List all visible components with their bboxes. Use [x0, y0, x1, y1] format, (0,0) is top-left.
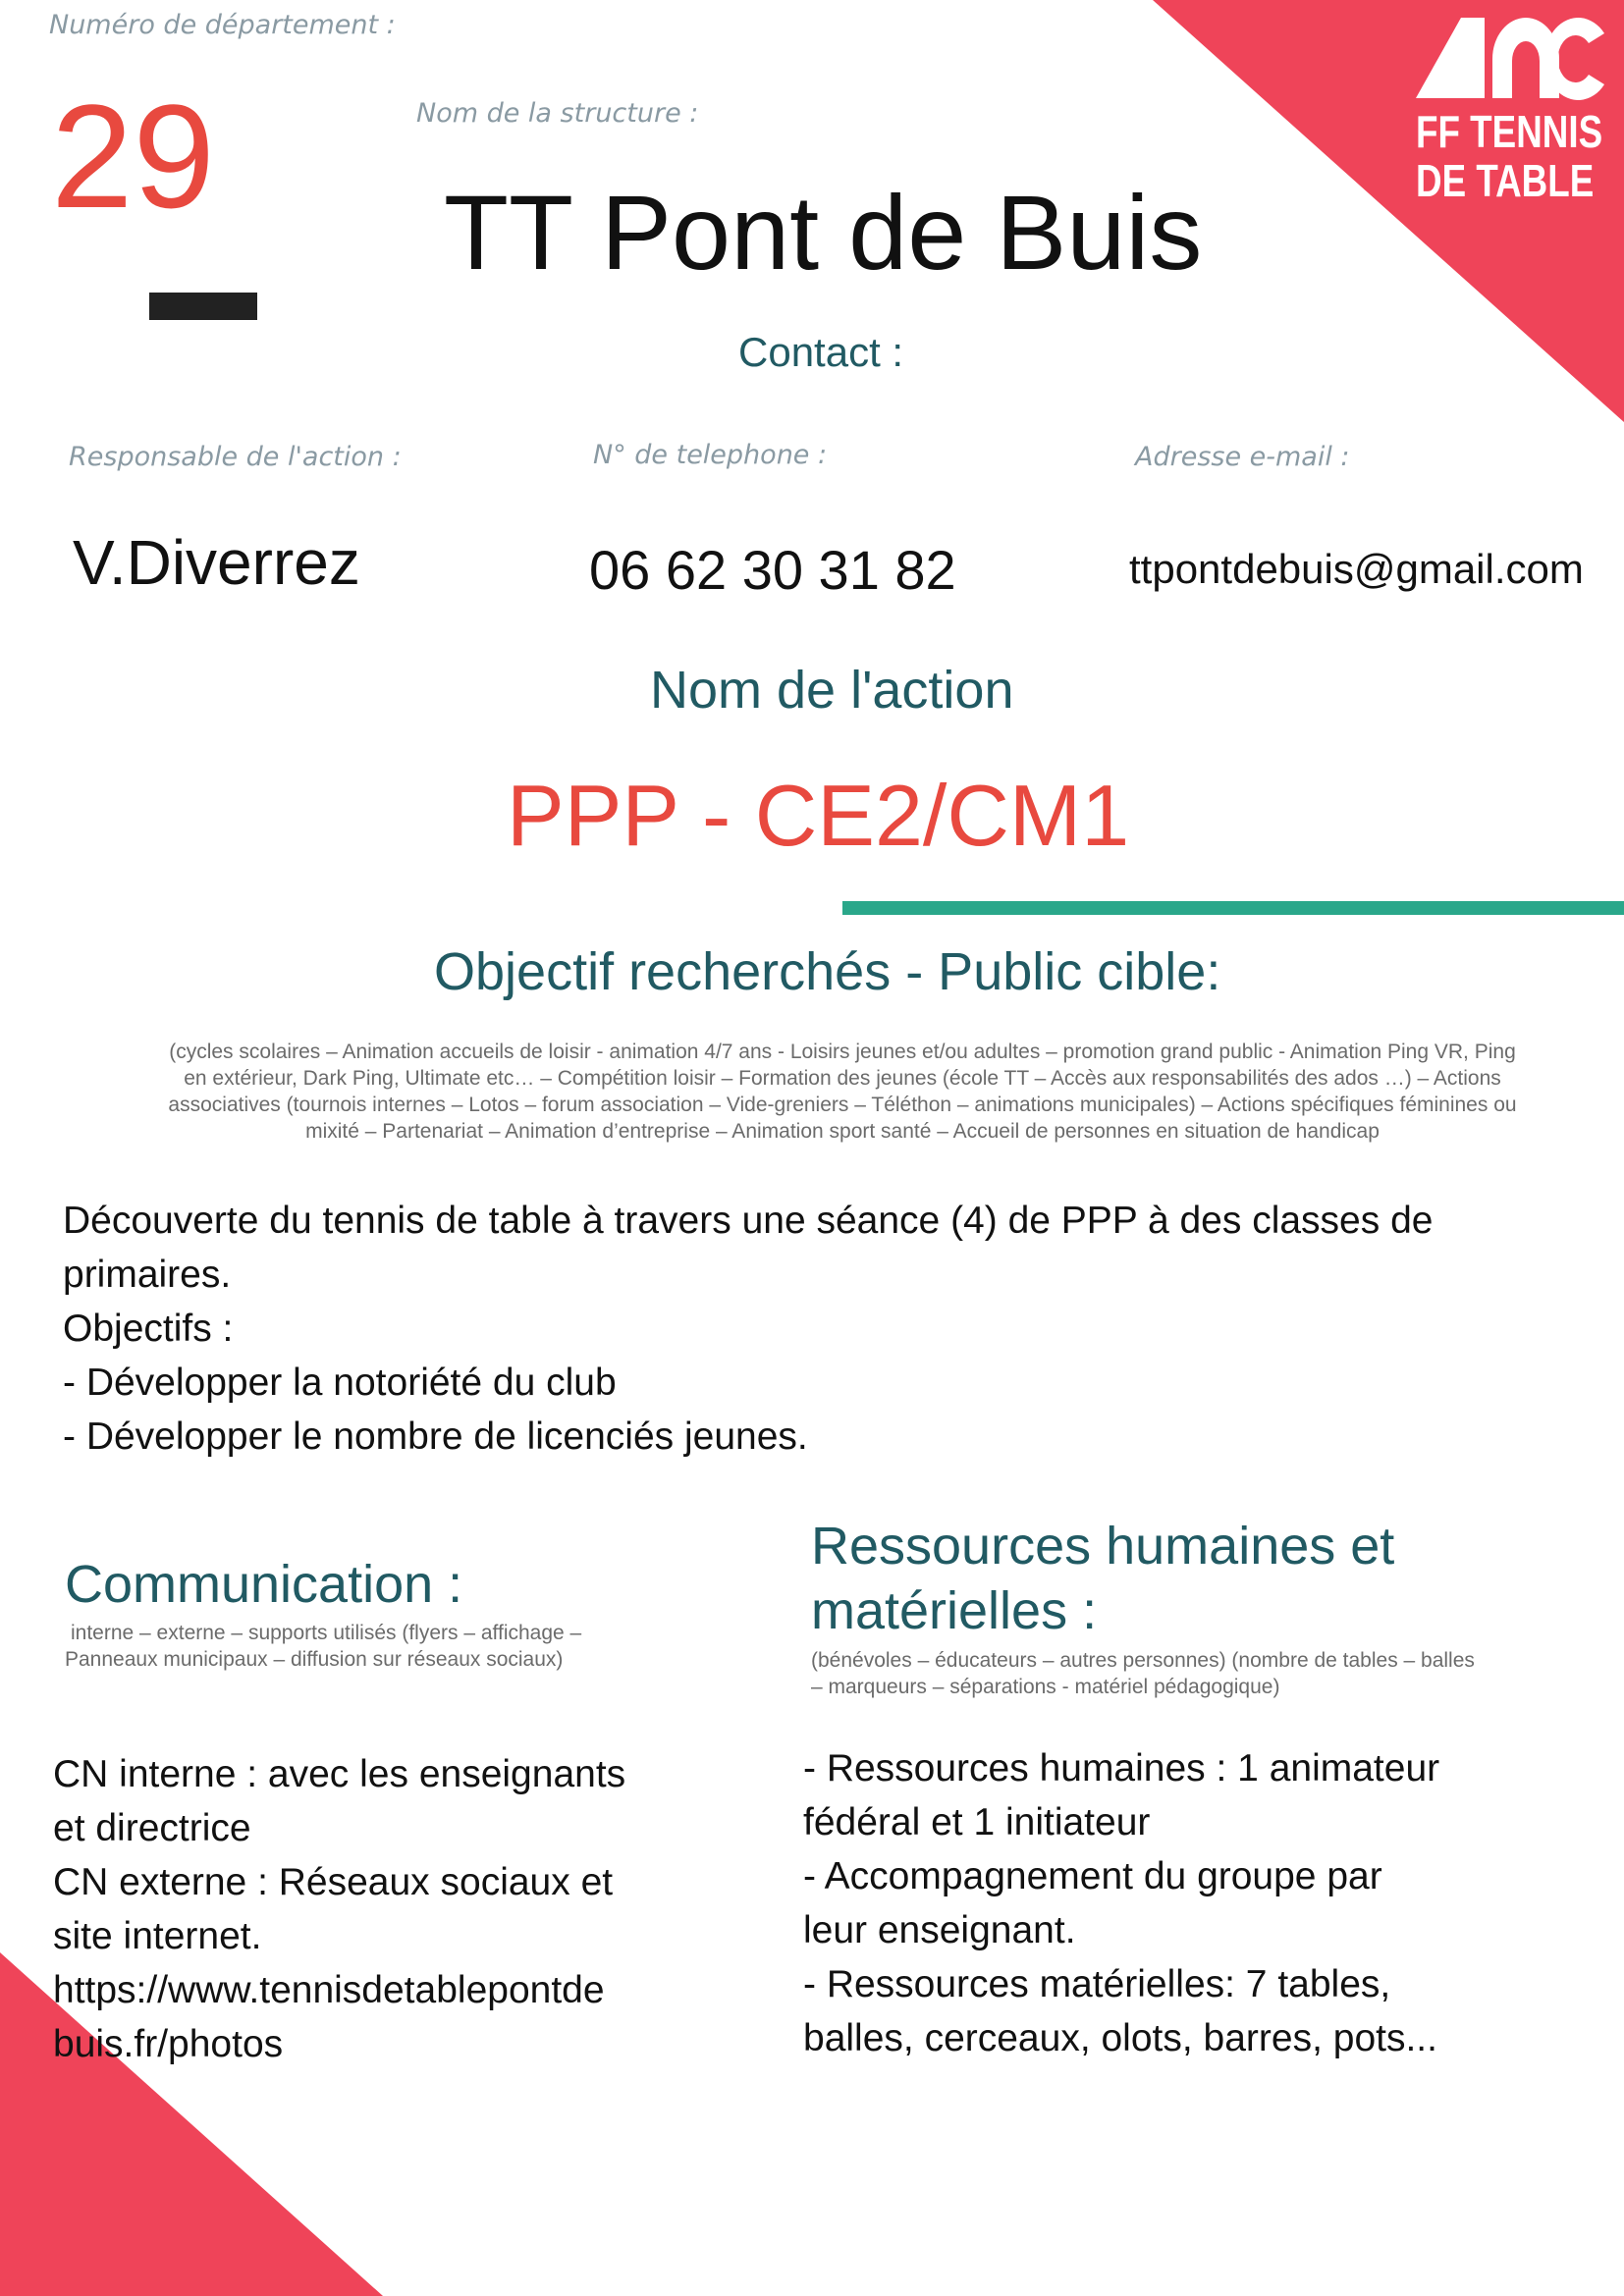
objectif-heading: Objectif recherchés - Public cible:: [434, 942, 1221, 1001]
communication-line: buis.fr/photos: [53, 2023, 284, 2065]
objectif-hint: (cycles scolaires – Animation accueils de loisir - animation 4/7 ans - Loisirs jeunes et/ou adultes – promotion grand public - Animation Ping VR, Ping en extérieur, Dark Ping, Ultimate etc… – Compétition loisir – Formation des jeunes (école TT – Accès aux responsabilités des ados …) – Actions associatives (tournois internes – Lotos – forum association – Vide-greniers – Téléthon – animations municipales) – Actions spécifiques féminines ou mixité – Partenariat – Animation d’entreprise – Animation sport santé – Accueil de personnes en situation de handicap: [168, 1041, 1517, 1143]
fftt-logo-line2: DE TABLE: [1416, 155, 1595, 206]
objectif-line: - Développer le nombre de licenciés jeunes.: [63, 1415, 808, 1458]
communication-text: [53, 1747, 625, 2071]
label-responsable: Responsable de l'action :: [69, 442, 402, 472]
ressources-line: balles, cerceaux, olots, barres, pots...: [803, 2017, 1437, 2059]
fftt-logo-mark-icon: [1414, 14, 1610, 102]
communication-hint-line: Panneaux municipaux – diffusion sur réseaux sociaux): [65, 1648, 564, 1671]
fftt-logo: [1414, 14, 1610, 210]
action-rule: [842, 901, 1624, 915]
ressources-line: - Ressources matérielles: 7 tables,: [803, 1963, 1391, 2005]
responsable-value: V.Diverrez: [73, 527, 360, 598]
ressources-line: - Ressources humaines : 1 animateur: [803, 1747, 1440, 1789]
fftt-logo-line1: FF TENNIS: [1416, 106, 1603, 157]
communication-line: et directrice: [53, 1807, 251, 1849]
department-underline: [149, 293, 257, 320]
ressources-heading-line: matérielles :: [811, 1581, 1098, 1640]
label-telephone: N° de telephone :: [593, 440, 828, 470]
label-email: Adresse e-mail :: [1135, 442, 1350, 472]
action-name: PPP - CE2/CM1: [507, 767, 1130, 864]
ressources-hint: [811, 1647, 1475, 1700]
ressources-hint-line: – marqueurs – séparations - matériel pédagogique): [811, 1676, 1280, 1698]
communication-line: site internet.: [53, 1915, 262, 1957]
objectif-line: primaires.: [63, 1254, 232, 1296]
ressources-heading: [811, 1514, 1394, 1643]
objectif-line: Découverte du tennis de table à travers une séance (4) de PPP à des classes de: [63, 1200, 1434, 1242]
communication-line: CN externe : Réseaux sociaux et: [53, 1861, 614, 1903]
communication-hint: [65, 1620, 581, 1673]
label-structure: Nom de la structure :: [416, 98, 699, 129]
communication-line: CN interne : avec les enseignants: [53, 1753, 626, 1795]
action-heading: Nom de l'action: [650, 661, 1014, 720]
communication-line: https://www.tennisdetablepontde: [53, 1969, 605, 2011]
structure-name: TT Pont de Buis: [444, 173, 1203, 292]
ressources-line: fédéral et 1 initiateur: [803, 1801, 1151, 1843]
telephone-value: 06 62 30 31 82: [589, 539, 956, 601]
objectif-text: [63, 1194, 1595, 1464]
ressources-text: [803, 1741, 1439, 2065]
objectif-line: - Développer la notoriété du club: [63, 1362, 617, 1404]
department-number: 29: [51, 74, 215, 239]
objectif-line: Objectifs :: [63, 1308, 234, 1350]
ressources-line: leur enseignant.: [803, 1909, 1076, 1951]
communication-heading: Communication :: [65, 1555, 463, 1614]
contact-heading: Contact :: [738, 329, 904, 375]
label-departement: Numéro de département :: [49, 10, 396, 40]
ressources-hint-line: (bénévoles – éducateurs – autres personnes) (nombre de tables – balles: [811, 1649, 1475, 1672]
communication-hint-line: interne – externe – supports utilisés (flyers – affichage –: [71, 1622, 582, 1644]
ressources-heading-line: Ressources humaines et: [811, 1517, 1395, 1575]
email-value: ttpontdebuis@gmail.com: [1129, 546, 1584, 592]
ressources-line: - Accompagnement du groupe par: [803, 1855, 1382, 1897]
